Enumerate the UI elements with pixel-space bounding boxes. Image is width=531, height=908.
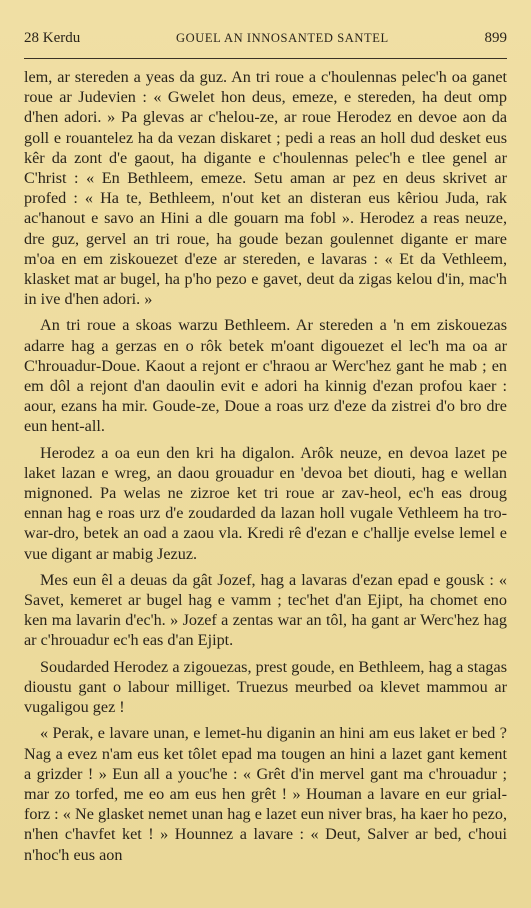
page-number: 899 bbox=[484, 30, 507, 46]
running-header bbox=[24, 30, 507, 52]
header-title: GOUEL AN INNOSANTED SANTEL bbox=[176, 31, 389, 45]
paragraph-6: « Perak, e lavare unan, e lemet-hu diganin an hini am eus laket er bed ? Nag a evez n'am eus ket tôlet epad ma tougen an hini a lazet gant kement a grizder ! » Eun all a youc'he : « Grêt d'in mervel gant ma c'hrouadur ; mar zo torfed, me eo am eus hen grêt ! » Houman a lavare en eur grial-forz : « Ne glasket nemet unan hag e lazet eun niver bras, ha kaer ho pezo, n'hen c'havfet ket ! » Hounnez a lavare : « Deut, Salver ar bed, c'houi n'hoc'h eus aon bbox=[24, 724, 507, 864]
paragraph-4: Mes eun êl a deuas da gât Jozef, hag a lavaras d'ezan epad e gousk : « Savet, kemeret ar bugel hag e vamm ; tec'het d'an Ejipt, ha chomet eno ken ma lavarin d'ec'h. » Jozef a zentas war an tôl, ha gant ar Werc'hez hag ar c'hrouadur ec'h eas d'an Ejipt. bbox=[24, 570, 507, 650]
header-rule bbox=[24, 58, 507, 59]
paragraph-3: Herodez a oa eun den kri ha digalon. Arôk neuze, en devoa lazet pe laket lazan e wreg, an daou grouadur en 'devoa bet diouti, hag e wellan mignoned. Pa welas ne zizroe ket tri roue ar zav-heol, ec'h eas droug ennan hag e roas urz d'e zoudarded da lazan holl vugale Vethleem ha tro-war-dro, betek an oad a zaou vla. Kredi rê d'ezan e c'hallje evelse lemel e vue digant ar mabig Jezuz. bbox=[24, 443, 507, 563]
body-text bbox=[24, 67, 507, 865]
paragraph-2: An tri roue a skoas warzu Bethleem. Ar stereden a 'n em ziskouezas adarre hag a gerzas en o rôk betek m'oant digouezet el lec'h ma oa ar C'hrouadur-Doue. Kaout a rejont er c'hraou ar Werc'hez gant he mab ; en em dôl a rejont d'an daoulin evit e adori ha kinnig d'ezan profou kaer : aour, ezans ha mir. Goude-ze, Doue a roas urz d'eze da zistrei d'o bro dre eun hent-all. bbox=[24, 316, 507, 436]
paragraph-1: lem, ar stereden a yeas da guz. An tri roue a c'houlennas pelec'h oa ganet roue ar Judevien : « Gwelet hon deus, emeze, e stereden, ha deut omp d'hen adori. » Pa glevas ar c'helou-ze, ar roue Herodez en devoe aon da goll e rouantelez ha da vezan diskaret ; pedi a reas an holl dud desket eus kêr da zont d'e gaout, ha digante e c'houlennas pelec'h e tlee genel ar C'hrist : « En Bethleem, emeze. Setu aman ar pez en deus skrivet ar profed : « Ha te, Bethleem, n'out ket an disteran eus kêriou Juda, rak ac'hanout e savo an Hini a dle gouarn ma fobl ». Herodez a reas neuze, dre guz, gervel an tri roue, ha goude bezan goulennet digante er mare m'oa en em ziskouezet d'eze ar stereden, e lavaras : « Et da Vethleem, klasket mat ar bugel, ha p'ho pezo e gavet, deut da zigas kelou d'in, mac'h in ive d'hen adori. » bbox=[24, 68, 507, 309]
header-left-label: 28 Kerdu bbox=[24, 30, 81, 46]
paragraph-5: Soudarded Herodez a zigouezas, prest goude, en Bethleem, hag a stagas dioustu gant o labour milliget. Truezus meurbed oa klevet mammou ar vugaligou gez ! bbox=[24, 657, 507, 717]
